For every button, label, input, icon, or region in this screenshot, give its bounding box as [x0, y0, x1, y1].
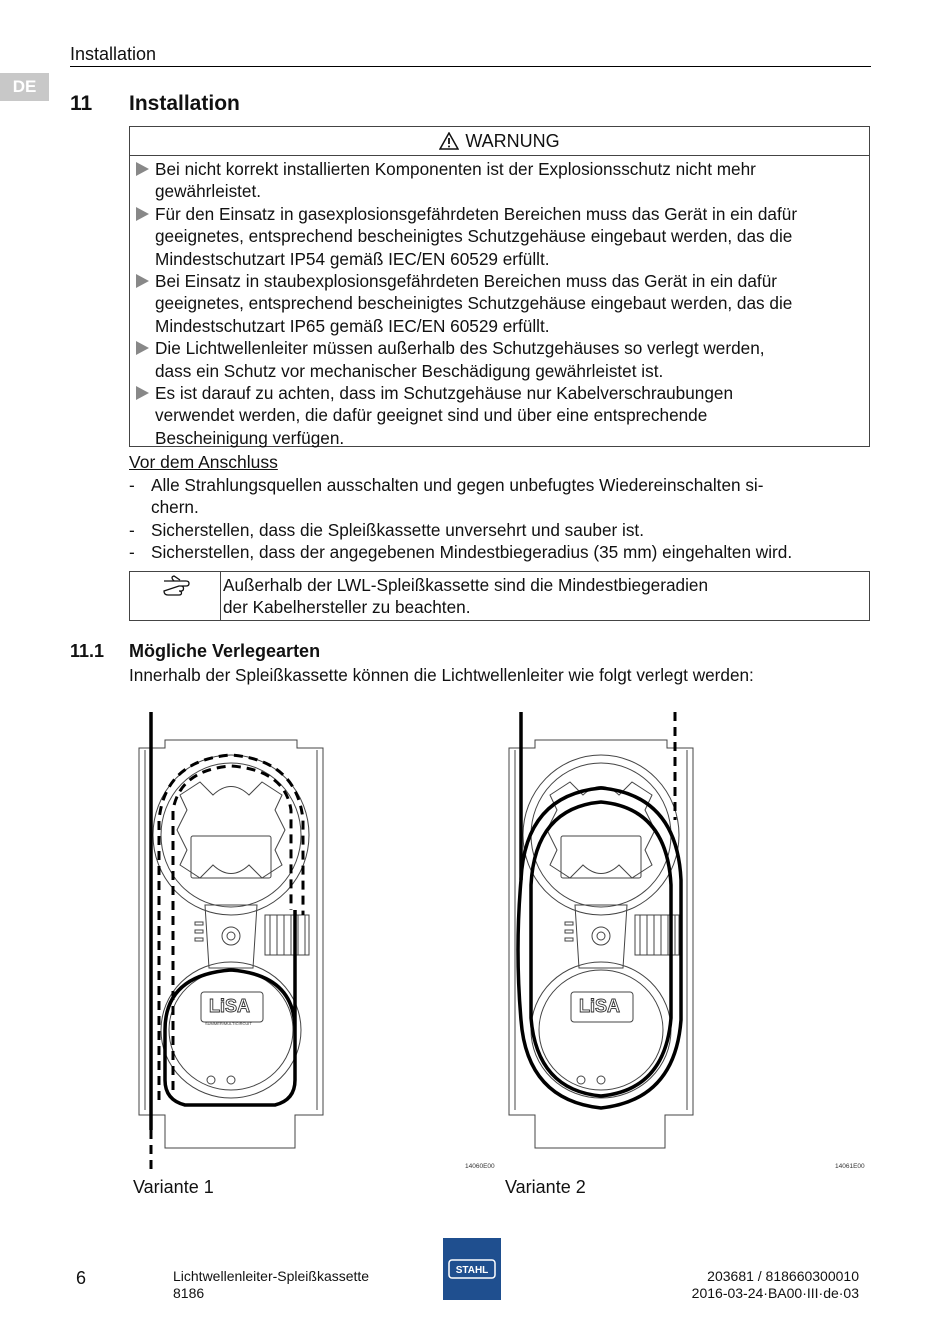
- warning-text-line: Bescheinigung verfügen.: [155, 427, 345, 448]
- subsection-intro: Innerhalb der Spleißkassette können die Lichtwellenleiter wie folgt verlegt werden:: [129, 665, 754, 685]
- logo-text: STAHL: [455, 1265, 489, 1276]
- note-text-line: Außerhalb der LWL-Spleißkassette sind die Mindestbiegeradien: [223, 575, 709, 595]
- preparation-item: [129, 541, 874, 563]
- warning-text-line: Mindestschutzart IP65 gemäß IEC/EN 60529 erfüllt.: [155, 315, 550, 336]
- footer-product-line: Lichtwellenleiter-Spleißkassette: [173, 1268, 370, 1284]
- lisa-logo-text: LiSA: [209, 996, 251, 1016]
- warning-box: [129, 126, 870, 447]
- preparation-list: [129, 474, 874, 564]
- bullet-arrow-icon: [136, 274, 149, 288]
- warning-header: [130, 127, 869, 156]
- pointing-hand-icon: [162, 575, 200, 597]
- bullet-arrow-icon: [136, 207, 149, 221]
- figure-code: 14060E00: [465, 1163, 495, 1170]
- warning-text-line: Die Lichtwellenleiter müssen außerhalb des Schutzgehäuses so verlegt werden,: [155, 338, 765, 359]
- figure-label-variante-2: Variante 2: [505, 1177, 586, 1197]
- warning-item: [136, 270, 861, 337]
- note-text: [223, 574, 708, 619]
- note-text-line: der Kabelhersteller zu beachten.: [223, 597, 471, 618]
- lisa-subtext: SUMMER/MULTICIRCUIT: [205, 1021, 252, 1026]
- subsection-number: 11.1: [70, 641, 105, 661]
- warning-text-line: verwendet werden, die dafür geeignet sind und über eine entsprechende: [155, 405, 708, 426]
- warning-item: [136, 203, 861, 270]
- bullet-arrow-icon: [136, 386, 149, 400]
- warning-item: [136, 158, 861, 203]
- bullet-arrow-icon: [136, 162, 149, 176]
- running-header-title: Installation: [70, 44, 157, 64]
- stahl-logo: [443, 1238, 501, 1300]
- warning-list: [136, 158, 861, 449]
- preparation-text-line: Sicherstellen, dass die Spleißkassette unversehrt und sauber ist.: [151, 519, 644, 540]
- preparation-text-line: chern.: [151, 497, 199, 518]
- figure-variante-1: [125, 700, 505, 1170]
- section-number: 11: [70, 92, 93, 115]
- warning-item: [136, 382, 861, 449]
- note-box: [129, 571, 870, 621]
- figure-code: 14061E00: [835, 1163, 865, 1170]
- warning-text-line: gewährleistet.: [155, 181, 262, 202]
- preparation-text-line: Sicherstellen, dass der angegebenen Mindestbiegeradius (35 mm) eingehalten wird.: [151, 542, 793, 563]
- warning-text-line: Es ist darauf zu achten, dass im Schutzgehäuse nur Kabelverschraubungen: [155, 383, 734, 404]
- note-separator: [220, 572, 221, 620]
- warning-text-line: geeignetes, entsprechend bescheinigtes Schutzgehäuse eingebaut werden, das die: [155, 226, 793, 247]
- dash-bullet: -: [129, 542, 135, 563]
- footer-product: [173, 1268, 369, 1302]
- warning-text-line: Bei nicht korrekt installierten Komponenten ist der Explosionsschutz nicht mehr: [155, 159, 756, 179]
- preparation-item: [129, 474, 874, 519]
- warning-text-line: dass ein Schutz vor mechanischer Beschädigung gewährleistet ist.: [155, 360, 664, 381]
- dash-bullet: -: [129, 475, 135, 495]
- warning-text-line: Bei Einsatz in staubexplosionsgefährdeten Bereichen muss das Gerät in ein dafür: [155, 271, 777, 292]
- preparation-item: [129, 519, 874, 541]
- bullet-arrow-icon: [136, 341, 149, 355]
- language-tab: DE: [0, 73, 49, 101]
- warning-item: [136, 337, 861, 382]
- page-number: 6: [76, 1268, 87, 1288]
- preparation-text-line: Alle Strahlungsquellen ausschalten und gegen unbefugtes Wiedereinschalten si-: [151, 475, 764, 495]
- warning-text-line: Mindestschutzart IP54 gemäß IEC/EN 60529 erfüllt.: [155, 248, 550, 269]
- header-rule: [70, 66, 871, 67]
- warning-text-line: geeignetes, entsprechend bescheinigtes Schutzgehäuse eingebaut werden, das die: [155, 293, 793, 314]
- warning-heading: WARNUNG: [465, 130, 560, 151]
- warning-text-line: Für den Einsatz in gasexplosionsgefährdeten Bereichen muss das Gerät in ein dafür: [155, 203, 798, 224]
- figure-label-variante-1: Variante 1: [133, 1177, 214, 1197]
- warning-triangle-icon: [439, 132, 459, 150]
- footer-product-line: 8186: [173, 1285, 205, 1301]
- subsection-title: Mögliche Verlegearten: [129, 641, 321, 661]
- footer-reference-line: 2016-03-24·BA00·III·de·03: [691, 1285, 859, 1301]
- footer-reference-line: 203681 / 818660300010: [707, 1268, 859, 1284]
- lisa-logo-text: LiSA: [579, 996, 621, 1016]
- figure-variante-2: [495, 700, 875, 1170]
- footer-reference: [692, 1268, 859, 1302]
- section-title: Installation: [129, 92, 240, 115]
- dash-bullet: -: [129, 519, 135, 540]
- preparation-title: Vor dem Anschluss: [129, 452, 278, 472]
